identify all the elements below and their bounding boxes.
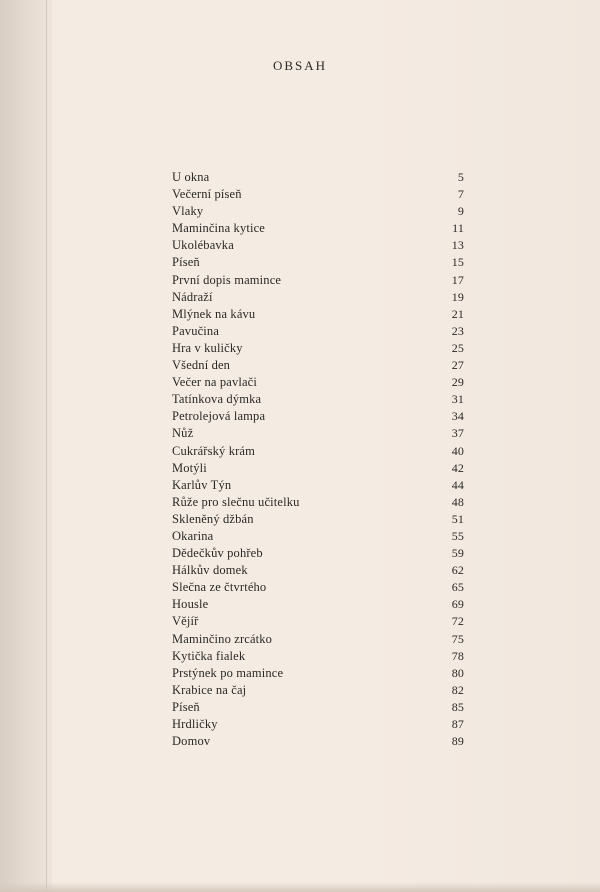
toc-entry-page: 51 — [451, 511, 464, 526]
toc-entry — [172, 204, 464, 221]
toc-entry-page: 65 — [451, 580, 464, 595]
toc-entry-title: Hrdličky — [172, 717, 218, 731]
toc-entry-page: 59 — [451, 546, 464, 561]
toc-entry — [172, 666, 464, 683]
toc-entry — [172, 255, 464, 272]
toc-entry — [172, 341, 464, 358]
toc-entry-page: 44 — [451, 477, 464, 492]
toc-entry — [172, 375, 464, 392]
toc-entry-title: Ukolébavka — [172, 238, 234, 253]
toc-entry — [172, 187, 464, 204]
toc-entry — [172, 273, 464, 290]
toc-entry-page: 15 — [451, 255, 464, 270]
toc-entry-title: Maminčino zrcátko — [172, 631, 273, 646]
toc-entry-title: Píseň — [172, 699, 200, 714]
toc-entry-page: 48 — [451, 494, 464, 509]
toc-entry — [172, 563, 464, 580]
toc-entry-page: 23 — [451, 323, 464, 338]
toc-entry — [172, 632, 464, 649]
toc-entry-page: 17 — [451, 272, 464, 287]
toc-entry-title: Hra v kuličky — [172, 340, 243, 355]
toc-entry-title: Housle — [172, 597, 209, 612]
toc-entry — [172, 324, 464, 341]
toc-entry-title: Vějíř — [172, 614, 199, 629]
toc-entry-title: Prstýnek po mamince — [172, 665, 284, 680]
toc-entry — [172, 290, 464, 307]
toc-entry-page: 89 — [451, 734, 464, 749]
toc-entry-title: Domov — [172, 734, 211, 749]
toc-entry-title: Mlýnek na kávu — [172, 306, 256, 321]
toc-entry — [172, 683, 464, 700]
toc-entry — [172, 546, 464, 563]
toc-entry-title: Všední den — [172, 358, 231, 373]
toc-entry-page: 7 — [457, 187, 464, 202]
toc-entry-page: 80 — [451, 665, 464, 680]
toc-entry-page: 25 — [451, 340, 464, 355]
toc-entry-page: 55 — [451, 528, 464, 543]
toc-entry-page: 31 — [451, 392, 464, 407]
toc-entry-title: Motýli — [172, 460, 207, 475]
toc-entry-title: Skleněný džbán — [172, 511, 254, 526]
toc-entry-page: 42 — [451, 460, 464, 475]
toc-entry — [172, 512, 464, 529]
toc-entry — [172, 529, 464, 546]
toc-entry-page: 69 — [451, 597, 464, 612]
page-bottom-edge — [0, 882, 600, 892]
toc-entry-title: U okna — [172, 170, 210, 184]
toc-entry-title: První dopis mamince — [172, 272, 282, 287]
toc-entry-page: 62 — [451, 563, 464, 578]
toc-entry-title: Slečna ze čtvrtého — [172, 580, 267, 595]
page-title: OBSAH — [272, 58, 328, 73]
toc-entry-title: Maminčina kytice — [172, 221, 265, 236]
toc-entry-title: Píseň — [172, 255, 200, 270]
toc-entry-page: 72 — [451, 614, 464, 629]
toc-entry-page: 85 — [451, 699, 464, 714]
toc-entry — [172, 358, 464, 375]
toc-entry-page: 9 — [457, 204, 464, 219]
toc-entry-page: 87 — [451, 717, 464, 731]
toc-entry-title: Kytička fialek — [172, 648, 246, 663]
toc-entry — [172, 426, 464, 443]
toc-entry — [172, 717, 464, 734]
toc-entry-title: Nůž — [172, 426, 194, 441]
binding-line — [46, 0, 47, 892]
toc-entry — [172, 580, 464, 597]
toc-entry — [172, 392, 464, 409]
toc-entry — [172, 461, 464, 478]
toc-entry-title: Okarina — [172, 528, 214, 543]
toc-entry — [172, 409, 464, 426]
toc-entry — [172, 649, 464, 666]
toc-entry — [172, 238, 464, 255]
toc-entry-title: Karlův Týn — [172, 477, 232, 492]
toc-entry — [172, 495, 464, 512]
toc-entry-title: Hálkův domek — [172, 563, 248, 578]
page-gutter — [0, 0, 52, 892]
toc-entry-page: 27 — [451, 358, 464, 373]
toc-entry-title: Petrolejová lampa — [172, 409, 266, 424]
toc-entry-title: Večerní píseň — [172, 187, 242, 202]
toc-entry-page: 37 — [451, 426, 464, 441]
toc-entry-page: 78 — [451, 648, 464, 663]
toc-entry-page: 40 — [451, 443, 464, 458]
table-of-contents — [172, 170, 464, 751]
toc-entry — [172, 478, 464, 495]
toc-entry — [172, 734, 464, 751]
toc-entry — [172, 597, 464, 614]
toc-entry-page: 21 — [451, 306, 464, 321]
toc-entry — [172, 444, 464, 461]
toc-entry-title: Růže pro slečnu učitelku — [172, 494, 300, 509]
toc-entry — [172, 614, 464, 631]
toc-entry — [172, 700, 464, 717]
toc-entry-page: 34 — [451, 409, 464, 424]
toc-entry — [172, 221, 464, 238]
toc-entry-page: 29 — [451, 375, 464, 390]
toc-entry-title: Pavučina — [172, 323, 220, 338]
toc-entry-title: Nádraží — [172, 289, 213, 304]
toc-entry-page: 19 — [451, 289, 464, 304]
toc-entry-title: Krabice na čaj — [172, 682, 247, 697]
toc-entry-page: 82 — [451, 682, 464, 697]
toc-entry-title: Večer na pavlači — [172, 375, 257, 390]
toc-entry-page: 11 — [452, 221, 464, 236]
toc-entry-page: 13 — [451, 238, 464, 253]
toc-entry — [172, 170, 464, 187]
toc-entry-page: 75 — [451, 631, 464, 646]
toc-entry-page: 5 — [457, 170, 464, 184]
toc-entry-title: Cukrářský krám — [172, 443, 255, 458]
toc-entry-title: Tatínkova dýmka — [172, 392, 262, 407]
toc-entry — [172, 307, 464, 324]
toc-entry-title: Vlaky — [172, 204, 204, 219]
toc-entry-title: Dědečkův pohřeb — [172, 546, 263, 561]
